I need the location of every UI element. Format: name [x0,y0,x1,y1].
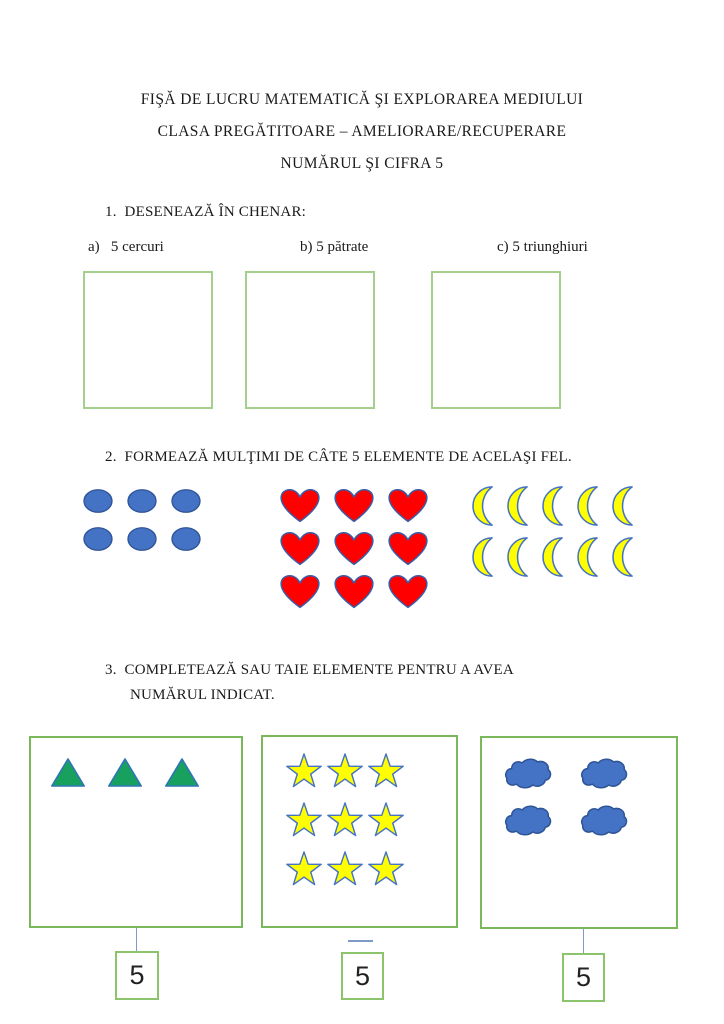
moon-icon [576,485,601,527]
connector-line-stars [348,940,373,942]
exercise3-heading-line1: 3. COMPLETEAZĂ SAU TAIE ELEMENTE PENTRU A AVEA [105,662,514,678]
exercise1-label-squares: b) 5 pătrate [300,239,369,255]
connector-line-triangles [136,928,137,951]
drawing-box-squares [245,271,375,409]
triangle-icon [50,757,86,788]
clouds-group [504,757,629,837]
exercise2-heading: 2. FORMEAZĂ MULŢIMI DE CÂTE 5 ELEMENTE DE ACELAŞI FEL. [105,449,572,465]
star-icon [326,753,364,789]
cloud-icon [504,757,552,790]
moon-icon [576,536,601,578]
title-line-2: CLASA PREGĂTITOARE – AMELIORARE/RECUPERARE [157,123,567,140]
stars-group [285,753,406,887]
target-number-box-clouds: 5 [562,953,605,1002]
star-icon [367,851,405,887]
star-icon [285,851,323,887]
star-icon [326,802,364,838]
moon-icon [471,536,496,578]
drawing-box-circles [83,271,213,409]
exercise3-box-triangles [29,736,243,928]
oval-icon [171,487,201,515]
moon-icon [611,536,636,578]
star-icon [285,753,323,789]
moon-icon [541,485,566,527]
star-icon [285,802,323,838]
heart-icon [385,488,431,524]
heart-icon [331,531,377,567]
moon-icon [611,485,636,527]
moon-icon [541,536,566,578]
oval-icon [83,487,113,515]
connector-line-clouds [583,929,584,953]
exercise3-heading-line2: NUMĂRUL INDICAT. [130,687,275,703]
exercise1-heading: 1. DESENEAZĂ ÎN CHENAR: [105,204,307,220]
target-number-box-stars: 5 [341,952,384,1000]
heart-icon [331,488,377,524]
target-number-box-triangles: 5 [115,951,159,1000]
hearts-group [277,488,432,610]
triangle-icon [164,757,200,788]
oval-icon [127,487,157,515]
cloud-icon [580,757,628,790]
oval-icon [171,525,201,553]
title-line-1: FIŞĂ DE LUCRU MATEMATICĂ ŞI EXPLORAREA MEDIULUI [140,91,584,108]
cloud-icon [580,804,628,837]
ovals-group [83,487,202,553]
triangles-group [50,757,201,788]
heart-icon [385,574,431,610]
drawing-box-triangles [431,271,561,409]
oval-icon [83,525,113,553]
star-icon [367,802,405,838]
oval-icon [127,525,157,553]
exercise1-label-triangles: c) 5 triunghiuri [497,239,588,255]
star-icon [367,753,405,789]
moons-group [471,485,637,578]
exercise1-label-circles: a) 5 cercuri [88,239,164,255]
triangle-icon [107,757,143,788]
heart-icon [277,574,323,610]
heart-icon [385,531,431,567]
cloud-icon [504,804,552,837]
moon-icon [471,485,496,527]
title-line-3: NUMĂRUL ŞI CIFRA 5 [280,155,444,172]
heart-icon [277,531,323,567]
heart-icon [331,574,377,610]
worksheet-title [0,84,724,180]
moon-icon [506,536,531,578]
exercise3-box-clouds [480,736,678,929]
exercise3-box-stars [261,735,458,928]
heart-icon [277,488,323,524]
star-icon [326,851,364,887]
moon-icon [506,485,531,527]
